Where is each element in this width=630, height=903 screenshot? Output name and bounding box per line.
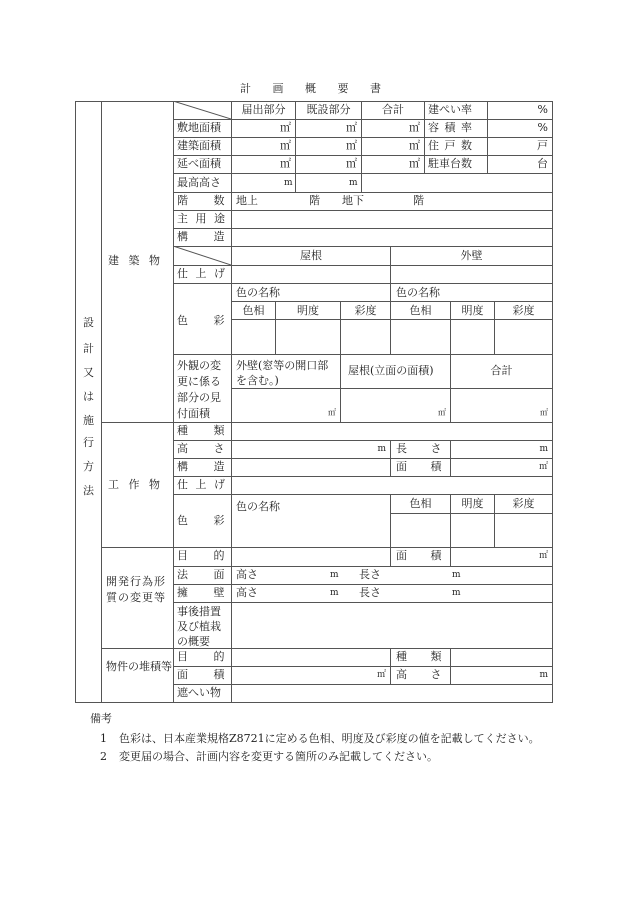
unit: m	[452, 570, 461, 580]
note-number: 1	[100, 732, 107, 745]
label-char: 法	[83, 484, 94, 497]
hue-header: 色相	[409, 497, 432, 510]
label-char: 設	[83, 316, 94, 329]
unit: ㎡	[409, 121, 420, 134]
chroma-header: 彩度	[512, 304, 535, 317]
facade-total-header: 合計	[490, 364, 513, 377]
label-char: 又	[83, 366, 94, 379]
length-label: 長さ	[359, 586, 381, 599]
diagonal-line	[173, 101, 231, 119]
coverage-ratio-unit: %	[537, 103, 548, 116]
floor-unit: 階	[309, 194, 320, 207]
structure-label: 構 造	[177, 230, 225, 243]
unit: 戸	[537, 139, 548, 152]
unit: ㎡	[538, 551, 548, 561]
unit: ㎡	[538, 462, 548, 472]
building-area-label: 建築面積	[177, 139, 221, 152]
unit: ㎡	[409, 139, 420, 152]
building-label: 建 築 物	[108, 254, 160, 267]
col-header-existing: 既設部分	[306, 103, 351, 116]
facade-roof-header: 屋根(立面の面積)	[348, 364, 434, 377]
area-label: 面 積	[177, 668, 225, 681]
color-name-label: 色の名称	[236, 286, 280, 299]
diagonal-line	[173, 246, 231, 265]
finish-label: 仕 上 げ	[177, 478, 225, 491]
unit: m	[330, 570, 339, 580]
unit: m	[539, 670, 548, 680]
aftercare-label: 事後措置及び植栽の概要	[177, 605, 221, 648]
color-name-label: 色の名称	[396, 286, 440, 299]
roof-header: 屋根	[300, 249, 322, 262]
length-label: 長さ	[359, 568, 381, 581]
document-title: 計 画 概 要 書	[240, 82, 390, 95]
unit: m	[539, 444, 548, 454]
dwelling-units-label: 住 戸 数	[428, 139, 472, 152]
structure-label: 構 造	[177, 460, 225, 473]
note-text: 変更届の場合、計画内容を変更する箇所のみ記載してください。	[119, 750, 438, 763]
unit: ㎡	[346, 157, 357, 170]
total-floor-area-label: 延べ面積	[177, 157, 221, 170]
chroma-header: 彩度	[354, 304, 377, 317]
unit: m	[377, 444, 386, 454]
facade-label: 外観の変更に係る部分の見付面積	[177, 359, 221, 420]
height-label: 高さ	[236, 586, 258, 599]
wall-header: 外壁	[460, 249, 483, 262]
facade-wall-header: 外壁(窓等の開口部を含む。)	[236, 359, 329, 387]
notes-heading: 備考	[90, 712, 112, 725]
unit: ㎡	[328, 408, 336, 417]
col-header-total: 合計	[382, 103, 404, 116]
height-label: 高 さ	[396, 668, 442, 681]
label-char: 行	[83, 436, 94, 449]
color-label: 色 彩	[177, 314, 225, 327]
unit: %	[537, 121, 548, 134]
area-label: 面 積	[396, 549, 442, 562]
floors-above-label: 地上	[236, 194, 258, 207]
note-number: 2	[100, 750, 107, 763]
unit: ㎡	[346, 121, 357, 134]
unit: m	[452, 588, 461, 598]
development-label: 開発行為形質の変更等	[106, 575, 166, 604]
label-char: 施	[83, 414, 94, 427]
stockpile-label: 物件の堆積等	[106, 660, 172, 673]
screen-label: 遮へい物	[177, 686, 221, 699]
value-header: 明度	[297, 304, 319, 317]
label-char: 方	[83, 460, 94, 473]
max-height-label: 最高高さ	[177, 176, 221, 189]
color-name-label: 色の名称	[236, 500, 280, 513]
purpose-label: 目 的	[177, 650, 225, 663]
unit: m	[330, 588, 339, 598]
purpose-label: 目 的	[177, 549, 225, 562]
hue-header: 色相	[409, 304, 432, 317]
unit: ㎡	[540, 408, 548, 417]
unit: 台	[537, 157, 548, 170]
label-char: 計	[83, 342, 94, 355]
value-header: 明度	[461, 304, 484, 317]
kind-label: 種 類	[177, 424, 225, 437]
floor-area-ratio-label: 容 積 率	[428, 121, 472, 134]
finish-label: 仕 上 げ	[177, 267, 225, 280]
note-text: 色彩は、日本産業規格Z8721に定める色相、明度及び彩度の値を記載してください。	[119, 732, 540, 745]
floors-label: 階 数	[177, 194, 225, 207]
floors-below-label: 地下	[342, 194, 364, 207]
hue-header: 色相	[242, 304, 265, 317]
length-label: 長 さ	[396, 442, 442, 455]
col-header-notified: 届出部分	[241, 103, 286, 116]
structure-works-label: 工 作 物	[108, 478, 160, 491]
color-label: 色 彩	[177, 514, 225, 527]
main-use-label: 主 用 途	[177, 212, 225, 225]
height-label: 高 さ	[177, 442, 225, 455]
site-area-label: 敷地面積	[177, 121, 221, 134]
floor-unit: 階	[413, 194, 424, 207]
unit: ㎡	[280, 139, 291, 152]
unit: m	[349, 178, 358, 188]
height-label: 高さ	[236, 568, 258, 581]
unit: ㎡	[376, 670, 386, 680]
value-header: 明度	[461, 497, 484, 510]
unit: ㎡	[346, 139, 357, 152]
slope-label: 法 面	[177, 568, 225, 581]
kind-label: 種 類	[396, 650, 442, 663]
unit: ㎡	[409, 157, 420, 170]
retaining-wall-label: 擁 壁	[177, 586, 225, 599]
unit: ㎡	[280, 157, 291, 170]
area-label: 面 積	[396, 460, 442, 473]
unit: ㎡	[280, 121, 291, 134]
coverage-ratio-label: 建ぺい率	[428, 103, 472, 116]
parking-count-label: 駐車台数	[428, 157, 472, 170]
chroma-header: 彩度	[512, 497, 535, 510]
unit: ㎡	[438, 408, 446, 417]
label-char: は	[83, 390, 94, 403]
unit: m	[284, 178, 293, 188]
